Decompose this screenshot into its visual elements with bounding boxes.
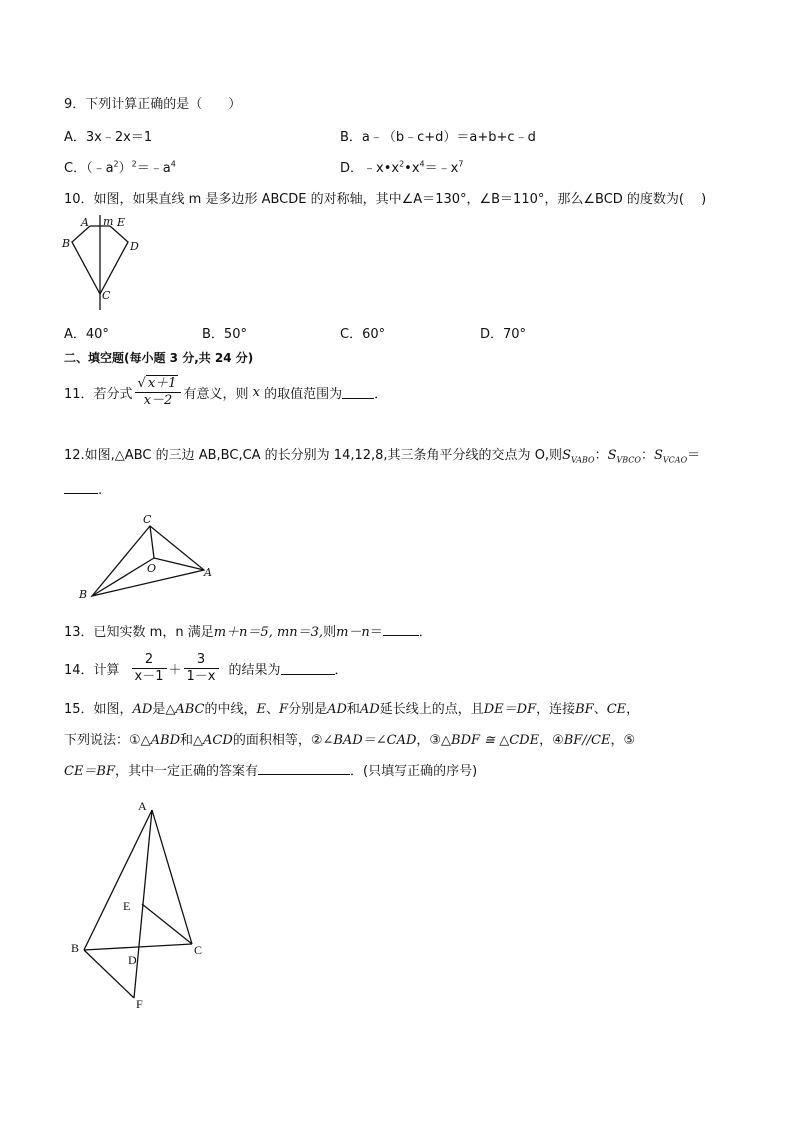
answer-blank[interactable] (383, 623, 419, 636)
segment-ce (142, 904, 192, 944)
answer-blank[interactable] (258, 762, 350, 775)
label-e: E (117, 216, 126, 229)
q12-answer: . (64, 481, 102, 498)
segment-bf (84, 950, 134, 998)
q9-option-c: C．$(﹣a^2)^2=﹣a^4$ (64, 159, 176, 176)
label-c: C (194, 943, 203, 957)
q12-figure (74, 512, 224, 602)
q11-fraction: $\frac{√ x+1}{x-2}$ (135, 376, 182, 409)
q10-option-a: A．40° (64, 327, 109, 342)
label-a: A (138, 799, 147, 813)
label-b: B (62, 237, 71, 250)
label-d: D (128, 953, 137, 967)
label-m: m (103, 215, 114, 228)
q12-stem: 12.如图,△ABC 的三边 AB,BC,CA 的长分别为 14,12,8,其三条角平分线的交点为 O,则$S_{VABO}$：$S_{VBCO}$：$S_{VCAO}=$ (64, 448, 701, 465)
q11: 11．若分式 $\frac{√ x+1}{x-2}$ 有意义，则 x 的取值范围为 ． (64, 376, 388, 408)
label-c: C (143, 513, 152, 526)
q9-option-d: D．$﹣x•x^2•x^4=﹣x^7$ (340, 159, 464, 176)
q15-figure (66, 796, 216, 1011)
label-a: A (81, 216, 89, 229)
segment-ab (84, 810, 152, 950)
q10-figure (60, 212, 150, 314)
answer-blank[interactable] (342, 386, 374, 399)
label-c: C (102, 289, 111, 302)
q10-option-c: C．60° (340, 327, 386, 342)
q9-option-a: A．3x﹣2x＝1 (64, 130, 153, 145)
q14-fraction-2: $\frac{3}{1-x}$ (184, 652, 219, 685)
q9-option-b: B．a﹣（b﹣c+d）＝a+b+c﹣d (340, 130, 536, 145)
q15-line-3: CE＝BF，其中一定正确的答案有 ．(只填写正确的序号) (64, 764, 478, 779)
q15-line-2: 下列说法：①△ABD和△ACD的面积相等，②∠BAD＝∠CAD，③△BDF ≅ △CDE，④BF//CE，⑤ (64, 733, 636, 748)
q9-stem: 9．下列计算正确的是（ ） (64, 97, 242, 112)
answer-blank[interactable] (281, 662, 335, 675)
q14: 14．计算 $\frac{2}{x-1}$ ＋ $\frac{3}{1-x}$ 的结果为 ． (64, 652, 348, 684)
q14-fraction-1: $\frac{2}{x-1}$ (132, 652, 167, 685)
q10-stem: 10．如图，如果直线 m 是多边形 ABCDE 的对称轴，其中∠A＝130°，∠B＝110°，那么∠BCD 的度数为( ) (64, 192, 707, 207)
segment-ac (152, 810, 192, 944)
q13: 13．已知实数 m，n 满足m＋n＝5, mn＝3,则m－n＝ ． (64, 625, 432, 640)
label-o: O (147, 562, 157, 575)
label-b: B (71, 941, 80, 955)
q10-option-b: B．50° (202, 327, 247, 342)
segment-co (150, 526, 154, 558)
segment-bo (92, 558, 157, 596)
label-e: E (123, 899, 131, 913)
label-f: F (136, 997, 143, 1011)
segment-bc (84, 944, 192, 950)
label-d: D (130, 240, 139, 253)
section-heading: 二、填空题(每小题 3 分,共 24 分) (64, 351, 254, 365)
q10-option-d: D．70° (480, 327, 527, 342)
label-a: A (204, 566, 212, 579)
q15-line-1: 15．如图，AD是△ABC的中线，E、F分别是AD和AD延长线上的点，且DE＝DF，连接BF、CE， (64, 702, 640, 717)
label-b: B (79, 588, 88, 601)
answer-blank[interactable] (64, 481, 98, 494)
